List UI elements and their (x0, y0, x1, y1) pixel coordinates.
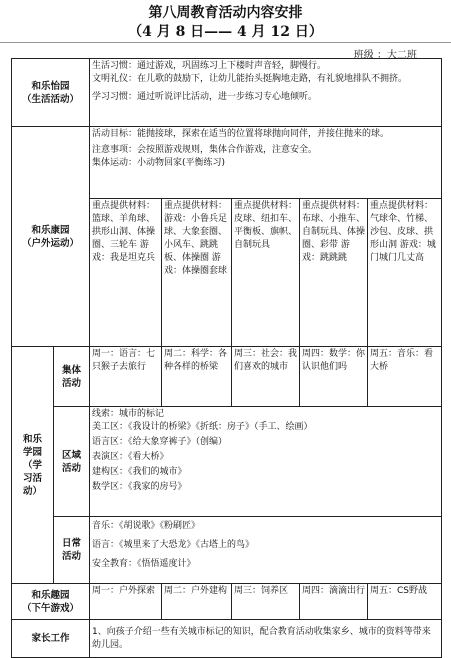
collective-tue: 周二：科学：各种各样的桥梁 (162, 347, 232, 407)
area-label: 区域 活动 (54, 407, 90, 517)
games-mon: 周一：户外探索 (90, 584, 162, 620)
area-language: 语言区：《给大象穿裤子》（创编） (92, 437, 228, 447)
section-study-line3: （学 (22, 459, 42, 471)
parents-text: 1、向孩子介绍一些有关城市标记的知识，配合教育活动收集家乡、城市的资料等带来幼儿园。 (92, 626, 431, 650)
section-study-line2: 学园 (22, 446, 42, 458)
section-outdoor (12, 127, 90, 347)
header-rule (0, 42, 451, 43)
section-study-line5: 动） (22, 485, 42, 497)
section-parents: 家长工作 (12, 620, 90, 658)
parents-content (90, 620, 442, 658)
area-construction: 建构区：《我们的城市》 (92, 467, 187, 477)
life-etiquette: 文明礼仪：在儿歌的鼓励下，让幼儿能抬头挺胸地走路，有礼貌地排队不拥挤。 (92, 74, 408, 84)
outdoor-note: 注意事项：会按照游戏规则，集体合作游戏，注意安全。 (92, 145, 318, 155)
collective-fri: 周五：音乐：看大桥 (368, 347, 442, 407)
outdoor-group: 集体运动：小动物回家(平衡练习) (92, 158, 226, 168)
daily-language: 语言：《城里来了大恐龙》《古塔上的鸟》 (92, 540, 255, 550)
section-games-name: 和乐趣园 (31, 589, 70, 601)
date-range: （4 月 8 日—— 4 月 12 日） (128, 24, 323, 40)
life-study-habit: 学习习惯：通过听说评比活动，进一步练习专心地倾听。 (92, 92, 318, 102)
section-study (12, 347, 54, 584)
section-outdoor-type: （户外运动） (22, 237, 80, 249)
daily-content (90, 517, 442, 584)
area-clue: 线索：城市的标记 (92, 409, 165, 419)
outdoor-material-thu: 重点提供材料：布球、小推车、自制玩具、体操圈、彩带 游戏：跳跳跳 (300, 199, 368, 347)
page-title: 第八周教育活动内容安排 (148, 5, 303, 21)
daily-safety: 安全教育：《悟悟遥度计》 (92, 559, 196, 569)
section-games (12, 584, 90, 620)
collective-wed: 周三：社会：我们喜欢的城市 (232, 347, 300, 407)
games-thu: 周四：滴滴出行 (300, 584, 368, 620)
area-content (90, 407, 442, 517)
life-content (90, 59, 442, 127)
section-life-type: （生活活动） (22, 93, 80, 105)
collective-thu: 周四：数学：你认识他们吗 (300, 347, 368, 407)
outdoor-material-mon: 重点提供材料：篮球、羊角球、拱形山洞、体操圈、三轮车 游戏：我是坦克兵 (90, 199, 162, 347)
area-art: 美工区：《我设计的桥梁》《折纸：房子》（手工、绘画） (92, 422, 313, 432)
schedule-table (11, 58, 442, 658)
collective-mon: 周一：语言：七只猴子去旅行 (90, 347, 162, 407)
outdoor-goals (90, 127, 442, 199)
outdoor-material-fri: 重点提供材料：气球伞、竹梯、沙包、皮球、拱形山洞 游戏：城门城门几丈高 (368, 199, 442, 347)
area-math: 数学区：《我家的房号》 (92, 482, 187, 492)
daily-label: 日常 活动 (54, 517, 90, 584)
class-label: 班级 ：大二班 (353, 50, 417, 61)
collective-label: 集体 活动 (54, 347, 90, 407)
games-wed: 周三：饲养区 (232, 584, 300, 620)
section-life (12, 59, 90, 127)
section-games-type: （下午游戏） (22, 602, 80, 614)
outdoor-material-tue: 重点提供材料：游戏：小鲁兵足球、大象套圈、小风车、跳跳板、体操圈 游戏：体操圈套球 (162, 199, 232, 347)
area-performance: 表演区：《看大桥》 (92, 452, 169, 462)
games-fri: 周五：CS野战 (368, 584, 442, 620)
section-outdoor-name: 和乐康园 (31, 224, 70, 236)
daily-music: 音乐：《胡说歌》《粉刷匠》 (92, 521, 201, 531)
life-habit: 生活习惯：通过游戏，巩固练习上下楼时声音轻，脚慢行。 (92, 61, 327, 71)
games-tue: 周二：户外建构 (162, 584, 232, 620)
outdoor-goal: 活动目标：能抛接球，探索在适当的位置将球抛向同伴，并接住抛来的球。 (92, 129, 390, 139)
outdoor-material-wed: 重点提供材料：皮球、纽扣车、平衡板、旗帜、自制玩具 (232, 199, 300, 347)
section-study-line1: 和乐 (22, 433, 42, 445)
section-life-name: 和乐怡园 (31, 80, 70, 92)
section-study-line4: 习活 (22, 472, 42, 484)
